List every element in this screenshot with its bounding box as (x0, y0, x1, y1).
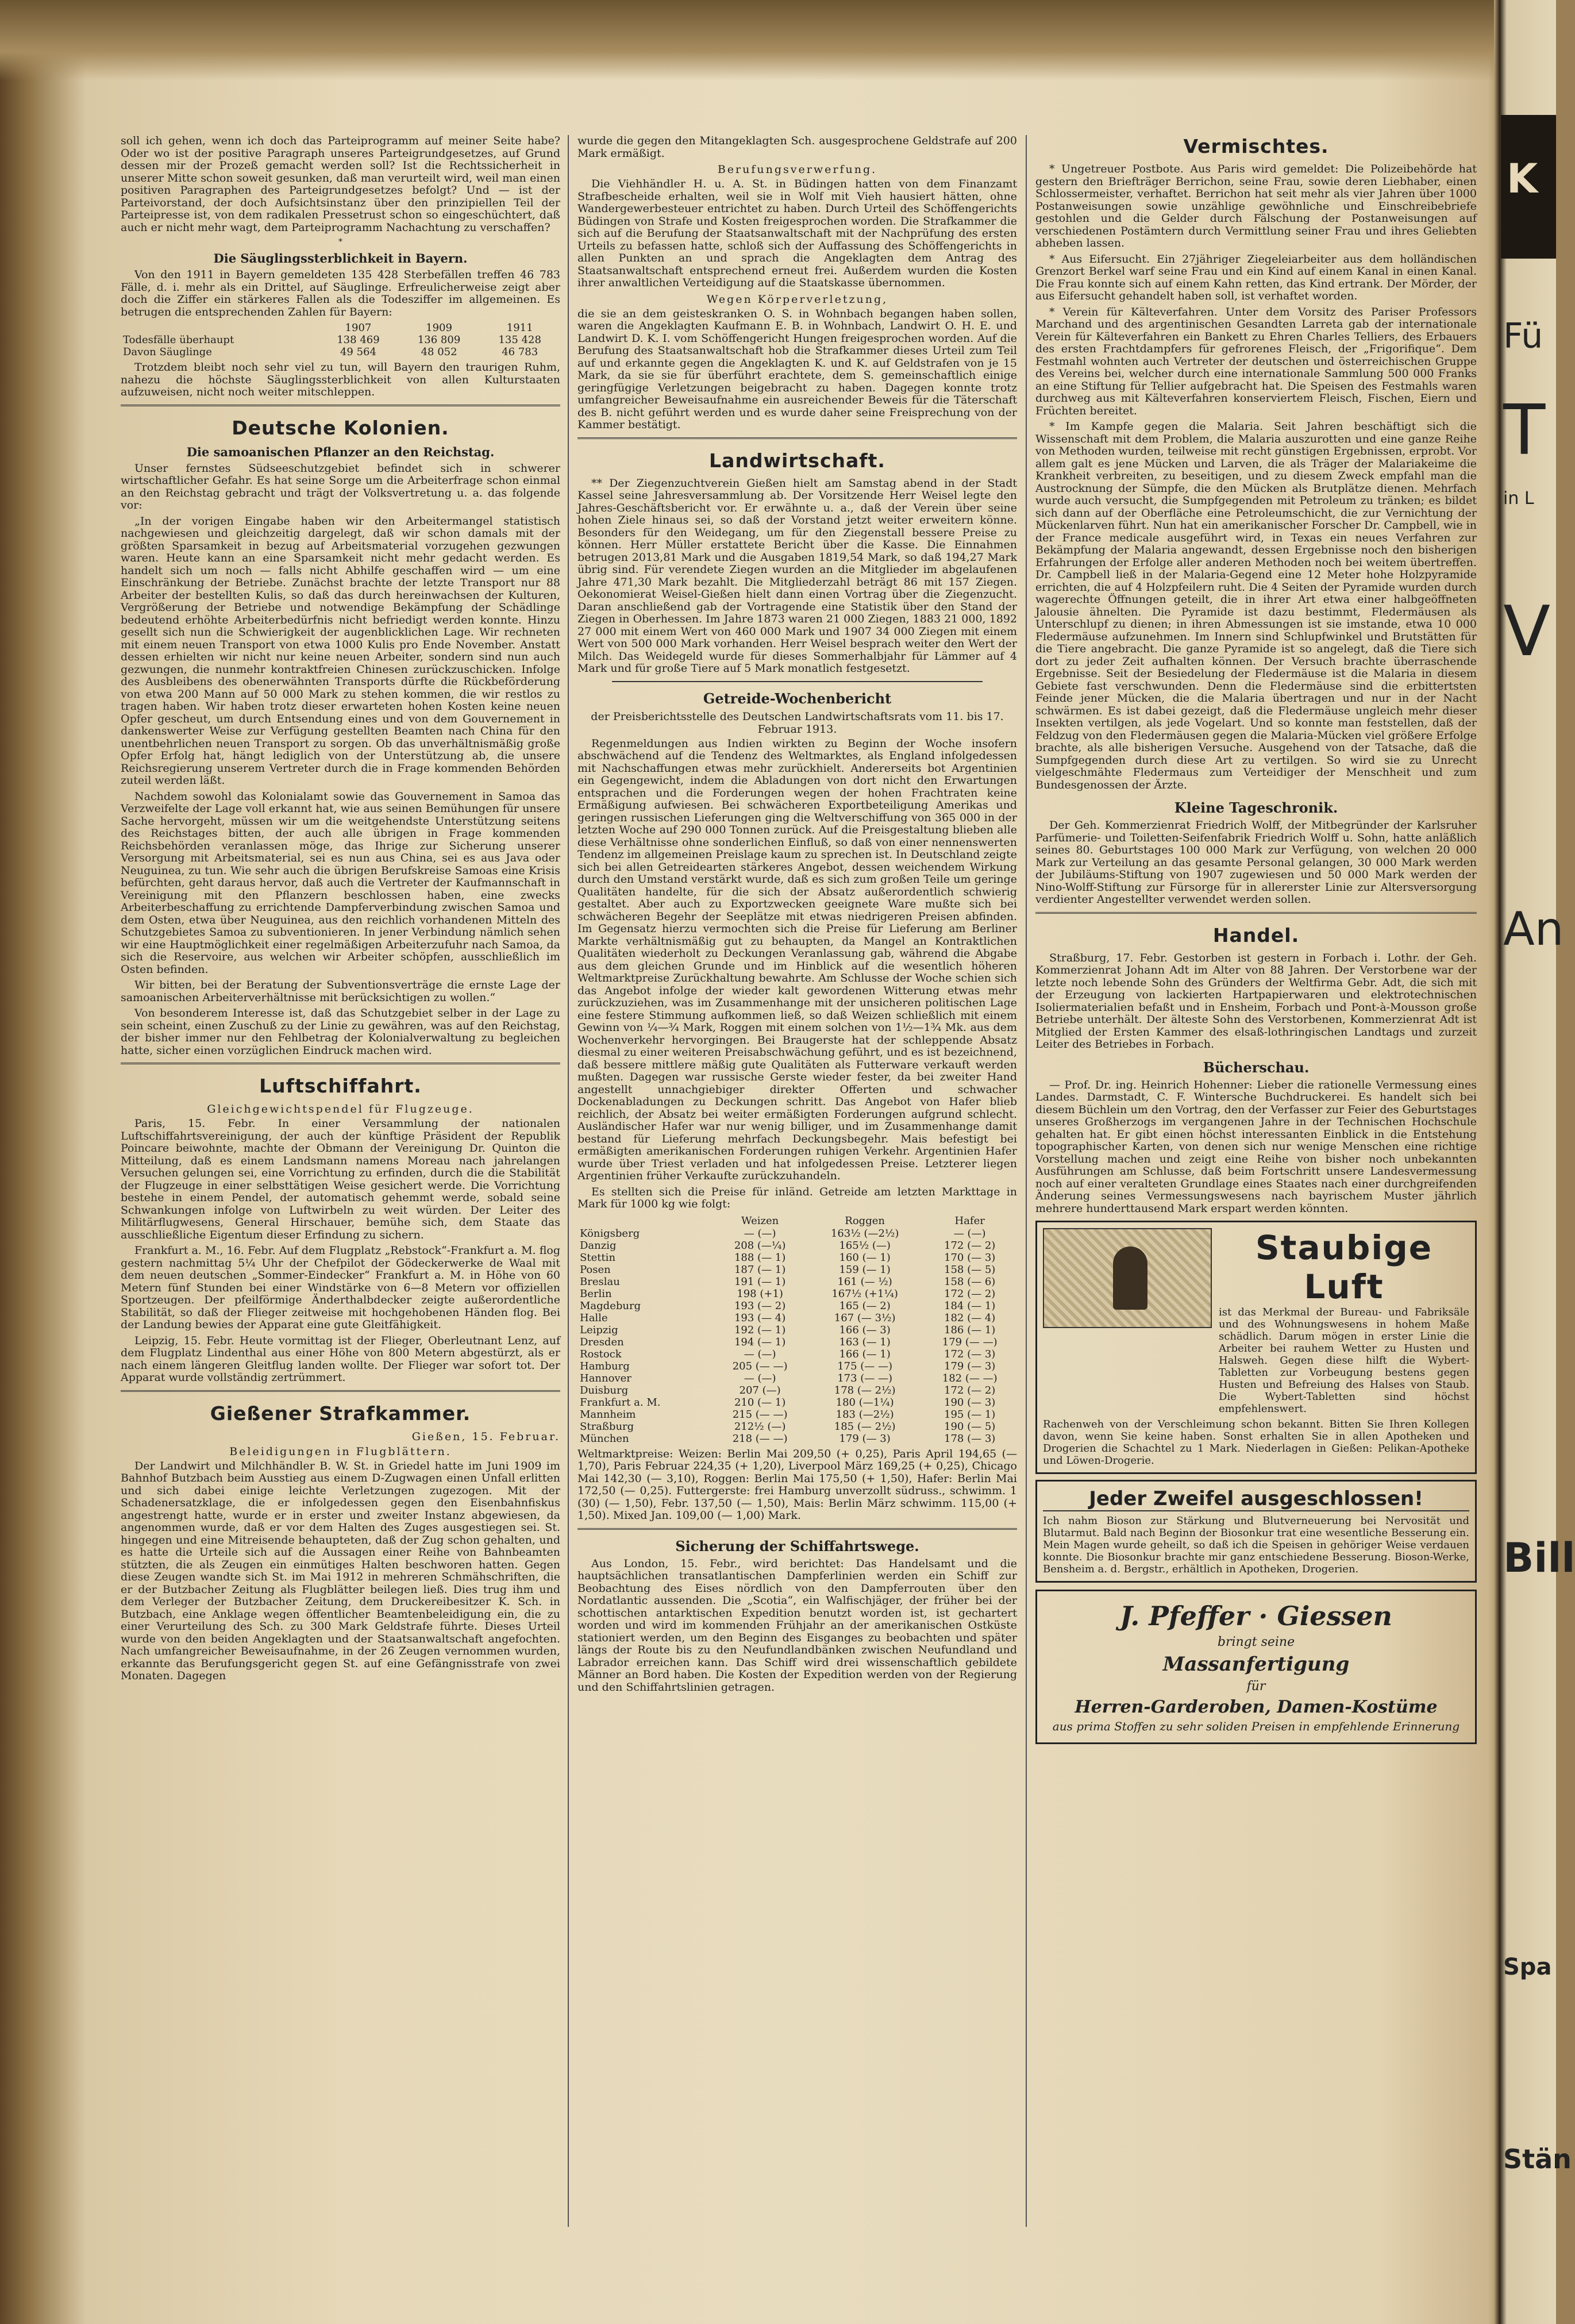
article-text: * Aus Eifersucht. Ein 27jähriger Ziegeleiarbeiter aus dem holländischen Grenzort Berkel warf seine Frau und ein Kind auf einem Kanal in einen Kanal. Die Frau konnte sich auf einem Kahn retten, das Kind ertrank. Der Mörder, der aus Eifersucht gehandelt haben soll, ist verhaftet worden. (1035, 252, 1477, 302)
table-cell: — (—) (744, 1372, 776, 1384)
article-heading: Die Säuglingssterblichkeit in Bayern. (213, 251, 468, 266)
table-cell: 158 (— 6) (944, 1275, 996, 1288)
table-cell: 167 (— 3½) (834, 1311, 896, 1324)
column-1 (121, 135, 560, 1686)
table-cell: Berlin (580, 1287, 612, 1300)
table-cell: 208 (—¼) (734, 1239, 786, 1252)
table-cell: Hamburg (580, 1360, 630, 1372)
article-text: Es stellten sich die Preise für inländ. Getreide am letzten Markttage in Mark für 1000 kg wie folgt: (577, 1185, 1017, 1210)
table-header: Weizen (741, 1214, 779, 1227)
table-row (121, 346, 560, 358)
table-cell: München (580, 1432, 629, 1445)
article-text: Regenmeldungen aus Indien wirkten zu Beginn der Woche insofern abschwächend auf die Tendenz des Weltmarktes, als England infolgedessen mit Nachschaffungen etwas mehr zurückhielt. Andererseits bot Argentinien ein Gegengewicht, indem die Abladungen von dort nicht den Erwartungen entsprachen und die Forderungen wegen der hohen Frachtraten keine Ermäßigung aufwiesen. Bei schwächeren Exportbeteiligung Amerikas und geringen russischen Lieferungen ging die Weltverschiffung von 365 000 in der letzten Woche auf 290 000 Tonnen zurück. Auf die Preisgestaltung blieben alle diese Verhältnisse ohne sonderlichen Einfluß, so daß von einer nennenswerten Tendenz im allgemeinen Preislage kaum zu sprechen ist. In Deutschland zeigte sich bei allen Getreidearten stärkeres Angebot, dessen weichendem Wirkung durch den Umstand verstärkt wurde, daß es sich zum großen Teile um geringe Qualitäten handelte, für die sich der Absatz außerordentlich schwierig gestaltet. Aber auch zu Exportzwecken geeignete Ware mußte sich bei schwächeren Begehr der Seeplätze mit etwas niedrigeren Preisen abfinden. Im Gegensatz hierzu vermochten sich die Preise für Lieferung am Berliner Markte verhältnismäßig gut zu behaupten, da Mangel an Kontraktlichen Qualitäten wiederholt zu Deckungen Veranlassung gab, während die Abgabe aus dem gleichen Grunde und im Hinblick auf die wesentlich höheren Weltmarktpreise Zurückhaltung bewahrte. Am Schlusse der Woche schien sich das Angebot infolge der wieder kalt gewordenen Witterung etwas mehr zurückzuziehen, was im Zusammenhange mit der unsicheren politischen Lage eine festere Stimmung aufkommen ließ, so daß Weizen schließlich mit einem Gewinn von ¼—¾ Mark, Roggen mit einem solchen von 1½—1¾ Mk. aus dem Wochenverkehr hervorgingen. Bei Braugerste hat der schleppende Absatz diesmal zu einer weiteren Preisabschwächung geführt, und es ist bezeichnend, daß bessere mittlere mäßig gute Qualitäten als Futterware verkauft werden mußten. Dagegen war russische Gerste wieder fester, da bei zweiter Hand angestellt unnachgiebiger direkter Offerten und schwacher Dockenabladungen zu Deckungen schritt. Das Angebot von Hafer blieb reichlich, der Absatz bei weiter ermäßigten Forderungen aufgrund schlecht. Ausländischer Hafer war nur wenig billiger, und im Zusammenhange damit bestand für Lieferung mehrfach Deckungsbegehr. Mais befestigt bei ermäßigten amerikanischen Forderungen ruhigen Verkehr. Argentinien Hafer wurde über Triest verladen und hat infolgedessen Preise. Letzterer liegen Argentinien früher Verkaufte zurückzuhandeln. (577, 737, 1017, 1182)
table-cell: 163 (— 1) (839, 1336, 891, 1348)
edge-text: T (1503, 391, 1546, 471)
table-cell: 186 (— 1) (944, 1323, 996, 1336)
column-rule (568, 135, 569, 2227)
table-row (577, 1312, 1017, 1324)
table-cell: 182 (— —) (942, 1372, 998, 1384)
table-cell: 166 (— 3) (839, 1323, 891, 1336)
table-header (577, 1214, 713, 1228)
article-text: Wir bitten, bei der Beratung der Subventionsverträge die ernste Lage der samoanischen Arbeiterverhältnisse mit berücksichtigen zu wollen.“ (121, 979, 560, 1004)
newspaper-page (121, 135, 1477, 2256)
ad-text: Massanfertigung (1162, 1653, 1350, 1676)
table-cell: Leipzig (580, 1323, 618, 1336)
section-heading: Luftschiffahrt. (259, 1075, 422, 1097)
table-cell: 172 (— 3) (944, 1348, 996, 1360)
table-row (577, 1276, 1017, 1288)
article-text: — Prof. Dr. ing. Heinrich Hohenner: Lieber die rationelle Vermessung eines Landes. Darmstadt, C. F. Wintersche Buchdruckerei. Es handelt sich bei diesem Büchlein um den Vortrag, den der Verfasser zur Feier des Geburtstages unseres Großherzogs im vergangenen Jahre in der Technischen Hochschule gehalten hat. Er gibt einen höchst interessanten Einblick in die Entstehung topographischer Karten, von denen sich nur wenige Menschen eine richtige Vorstellung machen und zeigt eine Reihe von bisher noch unbekannten Ausführungen am Schlusse, daß beim Fortschritt unsere Landesvermessung noch auf einer veralteten Grundlage eines Staates nach einer durchgreifenden Änderung seines Vermessungswesens nach bayrischem Muster jährlich mehrere hunderttausend Mark erspart werden könnten. (1035, 1078, 1477, 1215)
table-cell: 172 (— 2) (944, 1384, 996, 1396)
table-cell: 49 564 (340, 346, 376, 358)
ad-title: Staubige Luft (1255, 1228, 1433, 1306)
table-cell: 198 (+1) (737, 1287, 783, 1300)
table-row (577, 1409, 1017, 1421)
article-text: Straßburg, 17. Febr. Gestorben ist gestern in Forbach i. Lothr. der Geh. Kommerzienrat Johann Adt im Alter von 88 Jahren. Der Verstorbene war der letzte noch lebende Sohn des Gründers der Weltfirma Gebr. Adt, die sich mit der Erzeugung von lackierten Hartpapierwaren und elektrotechnischen Isoliermaterialien befaßt und in Ensheim, Forbach und Pont-à-Mousson große Betriebe unterhält. Der älteste Sohn des Verstorbenen, Kommerzienrat Adt ist Mitglied der Ersten Kammer des elsaß-lothringischen Landtags und zurzeit Leiter des Betriebes in Forbach. (1035, 951, 1477, 1051)
table-cell: 207 (—) (739, 1384, 781, 1396)
advertisement-bioson (1035, 1480, 1477, 1583)
article-heading: Die samoanischen Pflanzer an den Reichstag. (186, 444, 495, 459)
page-edge-shadow (0, 0, 1494, 80)
article-text: Frankfurt a. M., 16. Febr. Auf dem Flugplatz „Rebstock“-Frankfurt a. M. flog gestern nachmittag 5¼ Uhr der Chefpilot der Gödeckerwerke de Waal mit dem neuen deutschen „Sommer-Eindecker“ Frankfurt a. M. in Höhe von 60 Metern fünf Stunden bei einer Windstärke von 6—8 Metern vor offiziellen Sportzeugen. Der pfeilförmige Änderthalbdecker zeigte außerordentliche Stabilität, so daß der Flieger zeitweise mit hochgehobenen Händen flog. Bei der Landung bewies der Apparat eine gute Gleitfähigkeit. (121, 1244, 560, 1331)
table-cell: — (—) (744, 1227, 776, 1240)
article-text: soll ich gehen, wenn ich doch das Parteiprogramm auf meiner Seite habe? Oder wo ist der positive Paragraph unseres Parteigrundgesetzes, auf Grund dessen mir der Prozeß gemacht werden soll? Ist die Rechtssicherheit in unserer Mitte schon soweit gesunken, daß man verurteilt wird, weil man einen positiven Paragraphen des Parteigrundgesetzes befolgt? Und — ist der Parteivorstand, der doch Aufsichtsinstanz über den prinzipiellen Teil der Parteipresse ist, von dem radikalen Pressetrust schon so eingeschüchtert, daß auch er nicht mehr wagt, dem Parteiprogramm Nachachtung zu verschaffen? (121, 134, 560, 234)
article-text: Weltmarktpreise: Weizen: Berlin Mai 209,50 (+ 0,25), Paris April 194,65 (— 1,70), Paris Februar 224,35 (+ 1,20), Liverpool März 169,25 (+ 0,25), Chicago Mai 142,30 (— 3,10), Roggen: Berlin Mai 175,50 (+ 1,50), Hafer: Berlin Mai 172,50 (— 0,25). Futtergerste: frei Hamburg unverzollt südruss., schwimm. 1 (30) (— 1,50), Febr. 137,50 (— 1,50), Mais: Berlin März schwimm. 115,00 (+ 1,50). Mixed Jan. 109,00 (— 1,00) Mark. (577, 1447, 1017, 1522)
table-row (577, 1396, 1017, 1409)
table-cell: 191 (— 1) (734, 1275, 786, 1288)
table-cell: 175 (— —) (837, 1360, 893, 1372)
section-divider (1035, 912, 1477, 914)
advertisement-staubige-luft (1035, 1221, 1477, 1474)
ad-text: Rachenweh von der Verschleimung schon bekannt. Bitten Sie Ihren Kollegen davon, wenn Sie keine haben. Sonst erhalten Sie in allen Apotheken und Drogerien die Schachtel zu 1 Mark. Niederlagen in Gießen: Pelikan-Apotheke und Löwen-Drogerie. (1043, 1418, 1469, 1467)
article-text: * Verein für Kälteverfahren. Unter dem Vorsitz des Pariser Professors Marchand und des argentinischen Gesandten Larreta gab der internationale Verein für Kälteverfahren ein Bankett zu Ehren Charles Telliers, des Erbauers des ersten Frachtdampfers für gefrorenes Fleisch, der „Frigorifique“. Dem Festmahl wohnten auch Vertreter der deutschen und österreichischen Gruppe des Vereins bei, welcher durch eine internationale Sammlung 500 000 Franks an eine Stiftung für Tellier aufgebracht hat. Die Speisen des Festmahls waren durchweg aus mit Kälteverfahren konserviertem Fleisch, Fischen, Eiern und Früchten bereitet. (1035, 305, 1477, 417)
edge-text: Spa (1503, 1954, 1552, 1980)
table-header: 1909 (426, 322, 452, 334)
adjacent-page-edge (1500, 86, 1575, 2270)
table-row (121, 334, 560, 346)
edge-text: Bill (1503, 1534, 1575, 1582)
table-cell: Hannover (580, 1372, 631, 1384)
table-cell: Todesfälle überhaupt (123, 334, 234, 346)
article-text: Nachdem sowohl das Kolonialamt sowie das Gouvernement in Samoa das Verzweifelte der Lage voll erkannt hat, wie aus seinen Bemühungen für unsere Sache hervorgeht, müssen wir um die weitgehendste Unterstützung seitens des Reichstages bitten, der auch alle übrigen in Frage kommenden Reichsbehörden veranlassen möge, das Ihrige zur Sicherung unserer Versorgung mit Arbeitsmaterial, sei es nun aus China, sei es aus Java oder Neuguinea, zu tun. Wie sehr auch die übrigen Berufskreise Samoas eine Krisis befürchten, geht daraus hervor, daß auch die Vertreter der Kaufmannschaft in Vereinigung mit den Pflanzern beschlossen haben, eine zwecks Arbeiterbeschaffung zu errichtende Dampferverbindung zwischen Samoa und dem Osten, etwa über Neuguinea, aus den reichlich vorhandenen Mitteln des Schutzgebietes Samoa zu subventionieren. In jener Verbindung nämlich sehen wir eine Hauptmöglichkeit einer regelmäßigen Arbeiterzufuhr nach Samoa, da sich die Reservoire, aus welchen wir Arbeiter schöpfen, ausschließlich im Osten befinden. (121, 790, 560, 976)
section-heading: Handel. (1212, 924, 1300, 946)
table-row (577, 1300, 1017, 1312)
table-cell: 179 (— 3) (944, 1360, 996, 1372)
table-cell: 46 783 (502, 346, 538, 358)
table-row (577, 1324, 1017, 1336)
section-divider (121, 1063, 560, 1064)
table-row (577, 1372, 1017, 1384)
article-text: Der Geh. Kommerzienrat Friedrich Wolff, der Mitbegründer der Karlsruher Parfümerie- und Toiletten-Seifenfabrik Friedrich Wolff u. Sohn, hatte anläßlich seines 80. Geburtstages 100 000 Mark zur Verfügung, von welchen 20 000 Mark zur Verteilung an das gesamte Personal gelangen, 30 000 Mark werden der Jubiläums-Stiftung von 1907 zugewiesen und 50 000 Mark werden der Nino-Wolff-Stiftung zur Fürsorge für in allererster Linie zur Altersversorgung verdienter Angestellter verwendet werden sollen. (1035, 819, 1477, 906)
article-text: Unser fernstes Südseeschutzgebiet befindet sich in schwerer wirtschaftlicher Gefahr. Es hat seine Sorge um die Arbeiterfrage schon einmal an den Reichstag gebracht und trägt der Volksvertretung u. a. das folgende vor: (121, 461, 560, 511)
table-cell: 193 (— 2) (734, 1299, 786, 1312)
article-text: * Im Kampfe gegen die Malaria. Seit Jahren beschäftigt sich die Wissenschaft mit dem Problem, die Malaria auszurotten und eine ganze Reihe von Methoden wurden, teilweise mit recht günstigen Ergebnissen, erprobt. Vor allem galt es jene Mücken und Larven, die als Träger der Malariakeime die Krankheit verbreiten, zu beseitigen, und zu diesem Zweck empfahl man die Austrocknung der Sümpfe, die den Mücken als Brutplätze dienen. Mehrfach wurde auch versucht, die Sumpfgegenden mit Petroleum zu tränken; es bildet sich dann auf der Oberfläche eine Petroleumschicht, die zur Vernichtung der Mückenlarven führt. Nun hat ein amerikanischer Forscher Dr. Campbell, wie in der France medicale ausgeführt wird, in Texas ein neues Verfahren zur Bekämpfung der Malaria angewandt, dessen Ergebnisse noch den bisherigen Erfahrungen der Erfolge aller anderen Methoden noch bei weitem übertreffen. Dr. Campbell ließ in der Malaria-Gegend eine 12 Meter hohe Holzpyramide errichten, die auf 4 Holzpfeilern ruht. Die 4 Seiten der Pyramide wurden durch wagerechte Öffnungen geteilt, die in ihrer Art etwa einer halbgeöffneten Jalousie ähnelten. Die Pyramide ist dazu bestimmt, Fledermäusen als Unterschlupf zu dienen; in ihren Abmessungen ist sie imstande, etwa 10 000 Fledermäuse aufzunehmen. Im Innern sind Schlupfwinkel und Brutstätten für die Tiere angebracht. Die ganze Pyramide ist so angelegt, daß die Tiere sich dort zu jeder Zeit aufhalten können. Der Versuch brachte überraschende Ergebnisse. Seit der Besiedelung der Fledermäuse ist die Malaria in diesem Gebiete fast verschwunden. Denn die Fledermäuse sind die erbittertsten Feinde jener Mücken, die die Malaria übertragen und nur in der Nacht schwärmen. Es ist dabei gezeigt, daß die Fledermäuse ungleich mehr dieser Insekten vertilgen, als jede Vogelart. Und so konnte man feststellen, daß der Feldzug von den Fledermäusen gegen die Malaria-Mücken viel größere Erfolge brachte, als alle bisherigen Versuche. Ausgehend von der Tatsache, daß die Sumpfgegenden durch diese Art zu vertilgen. So wird sie zu Unrecht vielgeschmähte Fledermaus zum Verteidiger der Menschheit und zum Bundesgenossen der Ärzte. (1035, 420, 1477, 791)
section-divider (577, 1528, 1017, 1530)
table-header: 1911 (506, 322, 533, 334)
edge-text: in L (1503, 488, 1534, 509)
table-cell: 184 (— 1) (944, 1299, 996, 1312)
table-cell: 159 (— 1) (839, 1263, 891, 1276)
table-cell: Dresden (580, 1336, 624, 1348)
table-row (577, 1384, 1017, 1396)
article-text: Der Landwirt und Milchhändler B. W. St. in Griedel hatte im Juni 1909 im Bahnhof Butzbach beim Ausstieg aus einem D-Zugwagen einen Unfall erlitten und sich dabei einige leichte Verletzungen zugezogen. Mit der Schadenersatzklage, die er infolgedessen gegen den Eisenbahnfiskus angestrengt hatte, wurde er in erster und zweiter Instanz abgewiesen, da angenommen wurde, daß er vor dem Halten des Zuges ausgestiegen sei. St. hingegen und eine Mitreisende behaupteten, daß der Zug schon gehalten, und es hatte die Urteile sich auf die Aussagen einer Reihe von Bahnbeamten stützten, die als Zeugen ein einmütiges Halten beschworen hatten. Gegen diese Zeugen wandte sich St. im Mai 1912 in mehreren Schmähschriften, die er der Butzbacher Zeitung als Flugblätter beilegen ließ. Dies trug ihm und dem Verleger der Butzbacher Zeitung, dem Druckereibesitzer K. Sch. in Butzbach, eine Anklage wegen öffentlicher Beamtenbeleidigung ein, die zu einer Verurteilung des Sch. zu 300 Mark Geldstrafe führte. Dieses Urteil wurde von den beiden Angeklagten und der Staatsanwaltschaft angefochten. Nach umfangreicher Beweisaufnahme, in der 26 Zeugen vernommen wurden, erkannte das Berufungsgericht gegen St. auf eine Gefängnisstrafe von zwei Monaten. Dagegen (121, 1459, 560, 1682)
article-text: Leipzig, 15. Febr. Heute vormittag ist der Flieger, Oberleutnant Lenz, auf dem Flugplatz Lindenthal aus einer Höhe von 800 Metern abgestürzt, als er nach einem längeren Gleitflug landen wollte. Der Flieger war sofort tot. Der Apparat wurde vollständig zertrümmert. (121, 1334, 560, 1384)
edge-text: V (1503, 592, 1551, 672)
article-subheading: der Preisberichtsstelle des Deutschen Landwirtschaftsrats vom 11. bis 17. Februar 1913. (591, 710, 1004, 736)
section-heading: Gießener Strafkammer. (210, 1402, 471, 1425)
table-row (577, 1240, 1017, 1252)
article-heading: Bücherschau. (1203, 1059, 1310, 1076)
article-heading: Getreide-Wochenbericht (703, 690, 892, 707)
table-cell: Rostock (580, 1348, 622, 1360)
table-cell: Mannheim (580, 1408, 636, 1421)
section-heading: Vermischtes. (1183, 135, 1329, 157)
table-row (577, 1336, 1017, 1348)
table-cell: 138 469 (337, 334, 380, 346)
edge-text: Fü (1503, 316, 1543, 356)
dateline: Gießen, 15. Februar. (411, 1430, 560, 1443)
table-cell: Duisburg (580, 1384, 629, 1396)
table-cell: 172 (— 2) (944, 1239, 996, 1252)
table-cell: — (—) (744, 1348, 776, 1360)
grain-price-table (577, 1214, 1017, 1445)
table-cell: 192 (— 1) (734, 1323, 786, 1336)
ad-text: aus prima Stoffen zu sehr soliden Preisen in empfehlende Erinnerung (1052, 1719, 1460, 1733)
article-text: Von den 1911 in Bayern gemeldeten 135 428 Sterbefällen treffen 46 783 Fälle, d. i. mehr als ein Drittel, auf Säuglinge. Erfreulicherweise zeigt aber doch die Ziffer ein stärkeres Fallen als die Todesziffer im allgemeinen. Es betrugen die entsprechenden Zahlen für Bayern: (121, 268, 560, 318)
table-row (577, 1252, 1017, 1264)
edge-letter: K (1507, 155, 1538, 202)
table-cell: Breslau (580, 1275, 620, 1288)
table-cell: 180 (—1¼) (835, 1396, 894, 1409)
column-2 (577, 135, 1017, 1697)
table-cell: 212½ (—) (734, 1420, 786, 1433)
section-divider (121, 1390, 560, 1392)
table-cell: Frankfurt a. M. (580, 1396, 661, 1409)
section-heading: Landwirtschaft. (709, 449, 885, 472)
table-row (577, 1360, 1017, 1372)
article-text: Aus London, 15. Febr., wird berichtet: Das Handelsamt und die hauptsächlichen transatlantischen Dampferlinien werden ein Schiff zur Beobachtung des Eises nördlich von den Dampferrouten über den Nordatlantic aussenden. Die „Scotia“, ein Walfischjäger, der früher bei der schottischen antarktischen Expedition benutzt worden ist, ist gechartert worden und wird im kommenden Frühjahr an der amerikanischen Ostküste stationiert werden, um den Beginn des Eisganges zu beobachten und später längs der Route bis zu den Neufundlandbänken zwischen Neufundland und Labrador erreichen kann. Das Schiff wird drei wissenschaftlich gebildete Männer an Bord haben. Die Kosten der Expedition werden von der Regierung und den Schiffahrtslinien getragen. (577, 1557, 1017, 1694)
section-divider (577, 437, 1017, 439)
table-cell: 48 052 (421, 346, 457, 358)
article-text: Paris, 15. Febr. In einer Versammlung der nationalen Luftschiffahrtsvereinigung, der auch der künftige Präsident der Republik Poincare beiwohnte, machte der Obmann der Vereinigung Dr. Quinton die Mitteilung, daß es einem Landsmann namens Moreau nach jahrelangen Versuchen gelungen sei, eine Vorrichtung zu erfinden, durch die die Stabilität der Flugzeuge in einer selbsttätigen Weise gesichert werde. Die Vorrichtung bestehe in einem Pendel, der automatisch gehemmt werde, sobald seine Schwankungen infolge von Luftwirbeln zu weit würden. Der Leiter des Militärflugwesens, General Hirschauer, bemühe sich, dem Staate das ausschließliche Eigentum dieser Erfindung zu sichern. (121, 1117, 560, 1241)
edge-text: An (1503, 902, 1564, 956)
table-header: Hafer (954, 1214, 985, 1227)
table-cell: 195 (— 1) (944, 1408, 996, 1421)
table-header: Roggen (845, 1214, 885, 1227)
advertisement-pfeffer (1035, 1590, 1477, 1744)
illustration (1043, 1228, 1212, 1328)
table-cell: 173 (— —) (837, 1372, 893, 1384)
table-cell: 158 (— 5) (944, 1263, 996, 1276)
article-subheading: Wegen Körperverletzung, (706, 293, 888, 306)
article-text: ** Der Ziegenzuchtverein Gießen hielt am Samstag abend in der Stadt Kassel seine Jahresversammlung ab. Der Vorsitzende Herr Weisel legte den Jahres-Geschäftsbericht vor. Er erwähnte u. a., daß der Verein über seine hohen Ziele hinaus sei, so daß der Vorstand jetzt weiter erweitern könne. Besonders für den Weidegang, um für den Ziegenstall bessere Preise zu können. Herr Müller erstattete Bericht über die Kasse. Die Einnahmen betrugen 2013,81 Mark und die Ausgaben 1819,54 Mark, so daß 194,27 Mark übrig sind. Für verendete Ziegen wurden an die Mitglieder im abgelaufenen Jahre 471,30 Mark bezahlt. Die Mitgliederzahl beträgt 86 mit 157 Ziegen. Oekonomierat Weisel-Gießen hielt dann einen Vortrag über die Ziegenzucht. Daran anschließend gab der Vortragende eine Statistik über den Stand der Ziegen in Oberhessen. Im Jahre 1873 waren 21 000 Ziegen, 1883 21 000, 1892 27 000 mit einem Wert von 460 000 Mark und 1907 34 000 Ziegen mit einem Wert von 500 000 Mark vorhanden. Herr Weisel besprach weiter den Wert der Milch. Das Weidegeld wurde für dieses Sommerhalbjahr für Lämmer auf 4 Mark und für große Tiere auf 5 Mark monatlich festgesetzt. (577, 476, 1017, 675)
table-cell: 190 (— 5) (944, 1420, 996, 1433)
table-cell: 135 428 (498, 334, 541, 346)
table-cell: Davon Säuglinge (123, 346, 212, 358)
table-row (577, 1421, 1017, 1433)
table-cell: 178 (— 2½) (834, 1384, 896, 1396)
article-text: Die Viehhändler H. u. A. St. in Büdingen hatten von dem Finanzamt Strafbescheide erhalten, weil sie in Wolf mit Vieh hausiert hätten, ohne Wandergewerbesteuer entrichtet zu haben. Durch Urteil des Schöffengerichts Büdingen von Strafe und Kosten freigesprochen worden. Die Strafkammer die sich auf die Berufung der Staatsanwaltschaft mit der Nachprüfung des ersten Urteils zu befassen hatte, schloß sich der Auffassung des Schöffengerichts in allen Punkten an und sprach die Angeklagten dem Antrag des Staatsanwaltschaft entsprechend erneut frei. Außerdem wurden die Kosten ihrer anwaltlichen Verteidigung auf die Staatskasse übernommen. (577, 178, 1017, 289)
table-cell: 179 (— 3) (839, 1432, 891, 1445)
table-cell: 160 (— 1) (839, 1251, 891, 1264)
article-text: * Ungetreuer Postbote. Aus Paris wird gemeldet: Die Polizeibehörde hat gestern den Briefträger Berrichon, seine Frau, sowie deren Liebhaber, einen Schlossermeister, verhaftet. Berrichon hat seit mehr als vier Jahren über 1000 Postanweisungen sowie unzählige gewöhnliche und Einschreibebriefe gestohlen und die Gelder durch Fälschung der Postanweisungen auf verschiedenen Postämtern durch Vermittlung seiner Frau und ihres Geliebten abheben lassen. (1035, 163, 1477, 249)
table-cell: 167½ (+1¼) (831, 1287, 898, 1300)
table-cell: 193 (— 4) (734, 1311, 786, 1324)
table-cell: 161 (— ½) (837, 1275, 892, 1288)
ad-text: für (1246, 1679, 1266, 1694)
table-cell: 163½ (—2½) (830, 1227, 899, 1240)
table-row (577, 1228, 1017, 1240)
article-heading: Sicherung der Schiffahrtswege. (675, 1537, 919, 1555)
table-cell: 185 (— 2½) (834, 1420, 896, 1433)
table-row (577, 1288, 1017, 1300)
table-cell: 188 (— 1) (734, 1251, 786, 1264)
separator: * (338, 237, 342, 247)
separator (612, 681, 983, 682)
article-subheading: Beleidigungen in Flugblättern. (229, 1445, 452, 1458)
ad-text: bringt seine (1217, 1635, 1295, 1649)
table-cell: Straßburg (580, 1420, 634, 1433)
column-3 (1035, 135, 1477, 1751)
table-cell: 187 (— 1) (734, 1263, 786, 1276)
table-row (577, 1433, 1017, 1445)
article-subheading: Berufungsverwerfung. (717, 163, 877, 176)
table-cell: Königsberg (580, 1227, 640, 1240)
table-cell: Magdeburg (580, 1299, 641, 1312)
column-rule (1026, 135, 1027, 2227)
table-cell: 165½ (—) (839, 1239, 891, 1252)
table-cell: 165 (— 2) (839, 1299, 891, 1312)
article-text: die sie an dem geisteskranken O. S. in Wohnbach begangen haben sollen, waren die Angeklagten Kaufmann E. B. in Wohnbach, Landwirt O. H. E. und Landwirt D. K. I. vom Schöffengericht Hungen freigesprochen worden. Auf die Berufung des Staatsanwaltschaft hob die Strafkammer dieses Urteil zum Teil auf und erkannte gegen die Angeklagten K. und K. auf Geldstrafen von je 15 Mark, da sie sie für überführt erachtete, dem S. gemeinschaftlich einige geringfügige Verletzungen beigebracht zu haben. Dagegen konnte trotz umfangreicher Beweisaufnahme ein ausreichender Beweis für die Täterschaft des B. nicht geführt werden und es wurde daher seine Freisprechung von der Kammer bestätigt. (577, 307, 1017, 431)
table-cell: 178 (— 3) (944, 1432, 996, 1445)
table-cell: 183 (—2½) (835, 1408, 894, 1421)
section-heading: Deutsche Kolonien. (232, 416, 449, 439)
article-heading: Kleine Tageschronik. (1174, 799, 1338, 816)
table-cell: 218 (— —) (732, 1432, 788, 1445)
table-cell: 215 (— —) (732, 1408, 788, 1421)
article-text: Von besonderem Interesse ist, daß das Schutzgebiet selber in der Lage zu sein scheint, einen Zuschuß zu der Linie zu gewähren, was auf den Reichstag, der bisher immer nur den Fehlbetrag der Kolonialverwaltung zu begleichen hatte, sicher einen vorzüglichen Eindruck machen wird. (121, 1007, 560, 1057)
ad-text: Herren-Garderoben, Damen-Kostüme (1075, 1697, 1438, 1717)
table-cell: 179 (— —) (942, 1336, 998, 1348)
table-cell: 166 (— 1) (839, 1348, 891, 1360)
table-cell: 172 (— 2) (944, 1287, 996, 1300)
article-text: Trotzdem bleibt noch sehr viel zu tun, will Bayern den traurigen Ruhm, nahezu die höchste Säuglingssterblichkeit von allen Kulturstaaten aufzuweisen, nicht noch weiter mitschleppen. (121, 361, 560, 398)
section-divider (121, 405, 560, 406)
edge-text: Stän (1503, 2144, 1572, 2175)
table-cell: 205 (— —) (732, 1360, 788, 1372)
table-cell: Danzig (580, 1239, 617, 1252)
table-header: 1907 (345, 322, 372, 334)
ad-text: Ich nahm Bioson zur Stärkung und Blutverneuerung bei Nervosität und Blutarmut. Bald nach Beginn der Biosonkur trat eine wesentliche Besserung ein. Mein Magen wurde geheilt, so daß ich die Speisen in gehöriger Weise verdauen konnte. Die Biosonkur brachte mir ganz entschiedene Besserung. Bioson-Werke, Bensheim a. d. Bergstr., erhältlich in Apotheken, Drogerien. (1043, 1515, 1469, 1575)
table-cell: 210 (— 1) (734, 1396, 786, 1409)
table-cell: Halle (580, 1311, 608, 1324)
table-cell: Stettin (580, 1251, 616, 1264)
ad-text: ist das Merkmal der Bureau- und Fabriksäle und des Wohnungswesens in hohem Maße schädlich. Darum mögen in erster Linie die Arbeiter bei rauhem Wetter zu Husten und Halsweh. Gegen diese hilft die Wybert-Tabletten zur Vorbeugung bestens gegen Husten und Befreiung des Halses von Staub. Die Wybert-Tabletten sind höchst empfehlenswert. (1219, 1306, 1469, 1415)
table-cell: 136 809 (417, 334, 461, 346)
table-row (577, 1348, 1017, 1360)
table-cell: 190 (— 3) (944, 1396, 996, 1409)
ad-title: Jeder Zweifel ausgeschlossen! (1043, 1487, 1469, 1511)
table-cell: 182 (— 4) (944, 1311, 996, 1324)
table-cell: 170 (— 3) (944, 1251, 996, 1264)
table-row (577, 1264, 1017, 1276)
article-text: „In der vorigen Eingabe haben wir den Arbeitermangel statistisch nachgewiesen und gleichzeitig dargelegt, daß wir schon damals mit der größten Sparsamkeit in bezug auf Arbeitsmaterial vorzugehen gezwungen waren. Heute kann an eine Sparsamkeit nicht mehr gedacht werden. Es handelt sich um noch — falls nicht Abhilfe geschaffen wird — um eine Einschränkung der Betriebe. Zunächst brachte der letzte Transport nur 88 Arbeiter der bestellten Kulis, so daß das durch hereinwachsen der Kulturen, Vergrößerung der Betriebe und notwendige Bekämpfung der Schädlinge bedeutend erhöhte Arbeiterbedürfnis nicht befriedigt werden konnte. Hinzu gesellt sich nun die Schwierigkeit der augenblicklichen Lage. Wir rechneten mit einem neuen Transport von etwa 1000 Kulis pro Ende November. Anstatt dessen erhielten wir nicht nur keine neuen Arbeiter, sondern sind nun auch gezwungen, die nunmehr kontraktfreien Chinesen zurückzuschicken. Infolge des Ausbleibens des obenerwähnten Transports dürfte die Rückbeförderung von etwa 200 Mann auf 50 000 Mark zu stehen kommen, die wir restlos zu tragen haben. Wir haben trotz dieser erwarteten hohen Kosten keine neuen Opfer gescheut, um durch Entsendung eines und von dem Gouvernement in dankenswerter Weise zur Verfügung gestellten Beamten nach China für den unentbehrlichen neuen Transport zu sorgen. Ob das unverhältnismäßig große Opfer Erfolg hat, hängt lediglich von der Unterstützung ab, die unsere Reichsregierung unserem Vertreter durch die in Frage kommenden Behörden zuteil werden läßt. (121, 514, 560, 787)
table-cell: — (—) (953, 1227, 986, 1240)
ad-title: J. Pfeffer · Giessen (1120, 1600, 1392, 1632)
article-subheading: Gleichgewichtspendel für Flugzeuge. (207, 1103, 474, 1115)
table-cell: 194 (— 1) (734, 1336, 786, 1348)
table-cell: Posen (580, 1263, 611, 1276)
article-text: wurde die gegen den Mitangeklagten Sch. ausgesprochene Geldstrafe auf 200 Mark ermäßigt. (577, 134, 1017, 160)
mortality-table (121, 322, 560, 358)
